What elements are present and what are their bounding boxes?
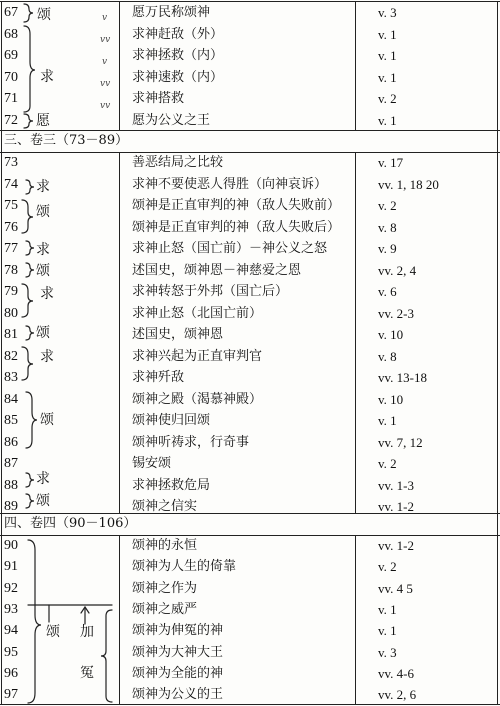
category-song: 颂 [36,204,50,220]
psalm-verse-ref: vv. 7, 12 [378,434,423,450]
psalm-verse-ref: vv. 1, 18 20 [378,176,439,192]
psalm-description: 颂神为大神大王 [132,644,224,660]
section-4-heading: 四、卷四（90－106） [4,516,137,531]
psalm-description: 颂神为伸冤的神 [132,623,224,639]
psalm-number: 82 [4,348,18,364]
psalm-verse-ref: v. 10 [378,391,404,407]
psalm-description: 求神转怒于外邦（国亡后） [132,284,289,299]
psalm-verse-ref: v. 1 [378,26,397,42]
category-plead: 求 [36,179,50,195]
psalm-description: 愿万民称颂神 [132,5,211,20]
brace-81 [26,326,34,340]
psalm-number: 93 [4,601,18,617]
psalm-description: 颂神为全能的神 [132,665,224,681]
category-song: 颂 [37,7,51,23]
psalm-verse-ref: v. 3 [378,644,397,660]
psalm-description: 述国史，颂神恩－神慈爱之恩 [132,262,302,278]
psalm-number: 95 [4,644,18,660]
psalm-description: 锡安颂 [132,456,172,471]
psalm-number: 92 [4,580,18,596]
category-plead: 求 [40,286,54,302]
tick-mark: v [102,57,108,67]
psalm-verse-ref: vv. 2, 6 [378,687,417,703]
brace-67 [24,4,33,22]
psalm-verse-ref: vv. 1-2 [378,538,414,553]
psalm-number: 96 [4,665,18,681]
psalm-description: 求神赶敌（外） [132,26,224,42]
category-song: 颂 [40,412,54,428]
psalm-verse-ref: vv. 2-3 [378,305,414,321]
psalm-verse-ref: vv. 1-2 [378,499,414,514]
psalm-description: 求神兴起为正直审判官 [132,348,263,364]
psalm-description: 颂神是正直审判的神（敌人失败后） [132,219,341,235]
psalm-number: 84 [4,391,18,407]
psalm-verse-ref: v. 6 [378,284,397,299]
brace-90-97 [28,540,41,703]
category-song: 颂 [36,493,50,509]
psalm-description: 善恶结局之比较 [132,155,224,170]
psalm-verse-ref: v. 1 [378,601,397,617]
category-wish: 愿 [36,113,50,129]
psalm-description: 述国史，颂神恩 [132,327,224,342]
psalm-number: 78 [4,262,18,278]
psalm-number: 74 [4,176,18,192]
brace-79-80 [22,284,33,317]
psalm-verse-ref: v. 9 [378,241,397,256]
psalm-number: 76 [4,219,18,235]
psalm-number: 88 [4,477,18,493]
psalm-number: 94 [4,623,18,639]
psalm-description: 求神搭救 [132,91,185,106]
category-add: 加 [80,624,94,640]
psalm-verse-ref: v. 1 [378,112,397,128]
psalm-number: 67 [4,5,18,20]
brace-78 [26,263,34,277]
tick-mark: vv [100,79,111,89]
psalm-verse-ref: v. 3 [378,5,397,20]
psalm-description: 颂神是正直审判的神（敌人失败前） [132,198,341,213]
psalm-number: 91 [4,559,18,575]
brace-77 [26,241,34,255]
brace-88 [26,473,34,487]
category-song: 颂 [46,624,60,640]
psalm-number: 68 [4,26,18,42]
psalm-number: 69 [4,48,18,63]
category-plead: 求 [40,69,54,85]
psalm-description: 颂神听祷求，行奇事 [132,434,250,450]
psalm-description: 求神不要使恶人得胜（向神哀诉） [132,176,328,192]
psalm-number: 83 [4,370,18,385]
psalm-verse-ref: vv. 1-3 [378,477,414,493]
psalm-verse-ref: v. 2 [378,456,397,471]
category-song: 颂 [36,325,50,341]
psalm-number: 97 [4,687,18,703]
brace-89 [26,494,34,508]
brace-74 [26,180,34,194]
category-plead: 求 [36,471,50,487]
category-plead: 求 [40,349,54,365]
psalm-number: 89 [4,499,18,514]
psalm-number: 73 [4,155,18,170]
psalm-verse-ref: vv. 4-6 [378,665,414,681]
psalm-verse-ref: vv. 13-18 [378,370,427,385]
psalm-number: 86 [4,434,18,450]
psalm-description: 求神拯救危局 [132,477,211,493]
psalm-description: 颂神之殿（渴慕神殿） [132,391,263,407]
psalm-verse-ref: v. 1 [378,69,397,85]
category-injustice: 冤 [80,665,94,681]
psalm-verse-ref: v. 10 [378,327,404,342]
psalm-verse-ref: v. 8 [378,219,397,235]
psalm-number: 75 [4,198,18,213]
psalm-description: 颂神之作为 [132,580,198,596]
psalm-description: 求神止怒（北国亡前） [132,305,263,321]
brace-94-97-inner [101,610,112,702]
brace-68-71 [24,26,35,112]
category-song: 颂 [36,263,50,279]
psalm-number: 71 [4,91,18,106]
psalm-description: 颂神使归回颂 [132,413,211,428]
psalm-description: 求神止怒（国亡前）－神公义之怒 [132,241,328,256]
psalm-number: 79 [4,284,18,299]
psalm-verse-ref: v. 8 [378,348,397,364]
psalm-description: 求神拯救（内） [132,48,224,63]
psalm-number: 90 [4,538,18,553]
psalm-description: 颂神为公义的王 [132,687,224,703]
psalm-number: 70 [4,69,18,85]
psalm-description: 颂神的永恒 [132,538,198,553]
brace-82-83 [22,347,33,380]
psalm-verse-ref: v. 1 [378,48,397,63]
psalm-verse-ref: v. 1 [378,413,397,428]
psalm-verse-ref: v. 2 [378,91,397,106]
brace-84-87 [26,392,37,448]
psalm-number: 81 [4,327,18,342]
category-plead: 求 [36,242,50,258]
psalm-description: 求神速救（内） [132,69,224,85]
psalm-number: 80 [4,305,18,321]
tick-mark: v [102,13,108,23]
tick-mark: vv [100,101,111,111]
psalm-verse-ref: vv. 2, 4 [378,262,417,278]
psalm-verse-ref: v. 2 [378,198,397,213]
psalm-description: 颂神之信实 [132,499,198,514]
psalm-verse-ref: v. 17 [378,155,404,170]
psalm-verse-ref: v. 2 [378,559,397,575]
psalm-number: 85 [4,413,18,428]
psalm-description: 愿为公义之王 [132,112,211,128]
tick-mark: vv [100,35,111,45]
psalm-description: 颂神之威严 [132,601,198,617]
brace-72 [24,114,33,128]
psalm-number: 72 [4,112,18,128]
psalm-verse-ref: vv. 4 5 [378,580,413,596]
psalm-number: 77 [4,241,18,256]
psalm-verse-ref: v. 1 [378,623,397,639]
psalm-number: 87 [4,456,18,471]
section-3-heading: 三、卷三（73－89） [4,133,129,148]
brace-75-76 [22,200,33,233]
psalm-description: 颂神为人生的倚靠 [132,559,237,575]
psalm-description: 求神歼敌 [132,370,185,385]
